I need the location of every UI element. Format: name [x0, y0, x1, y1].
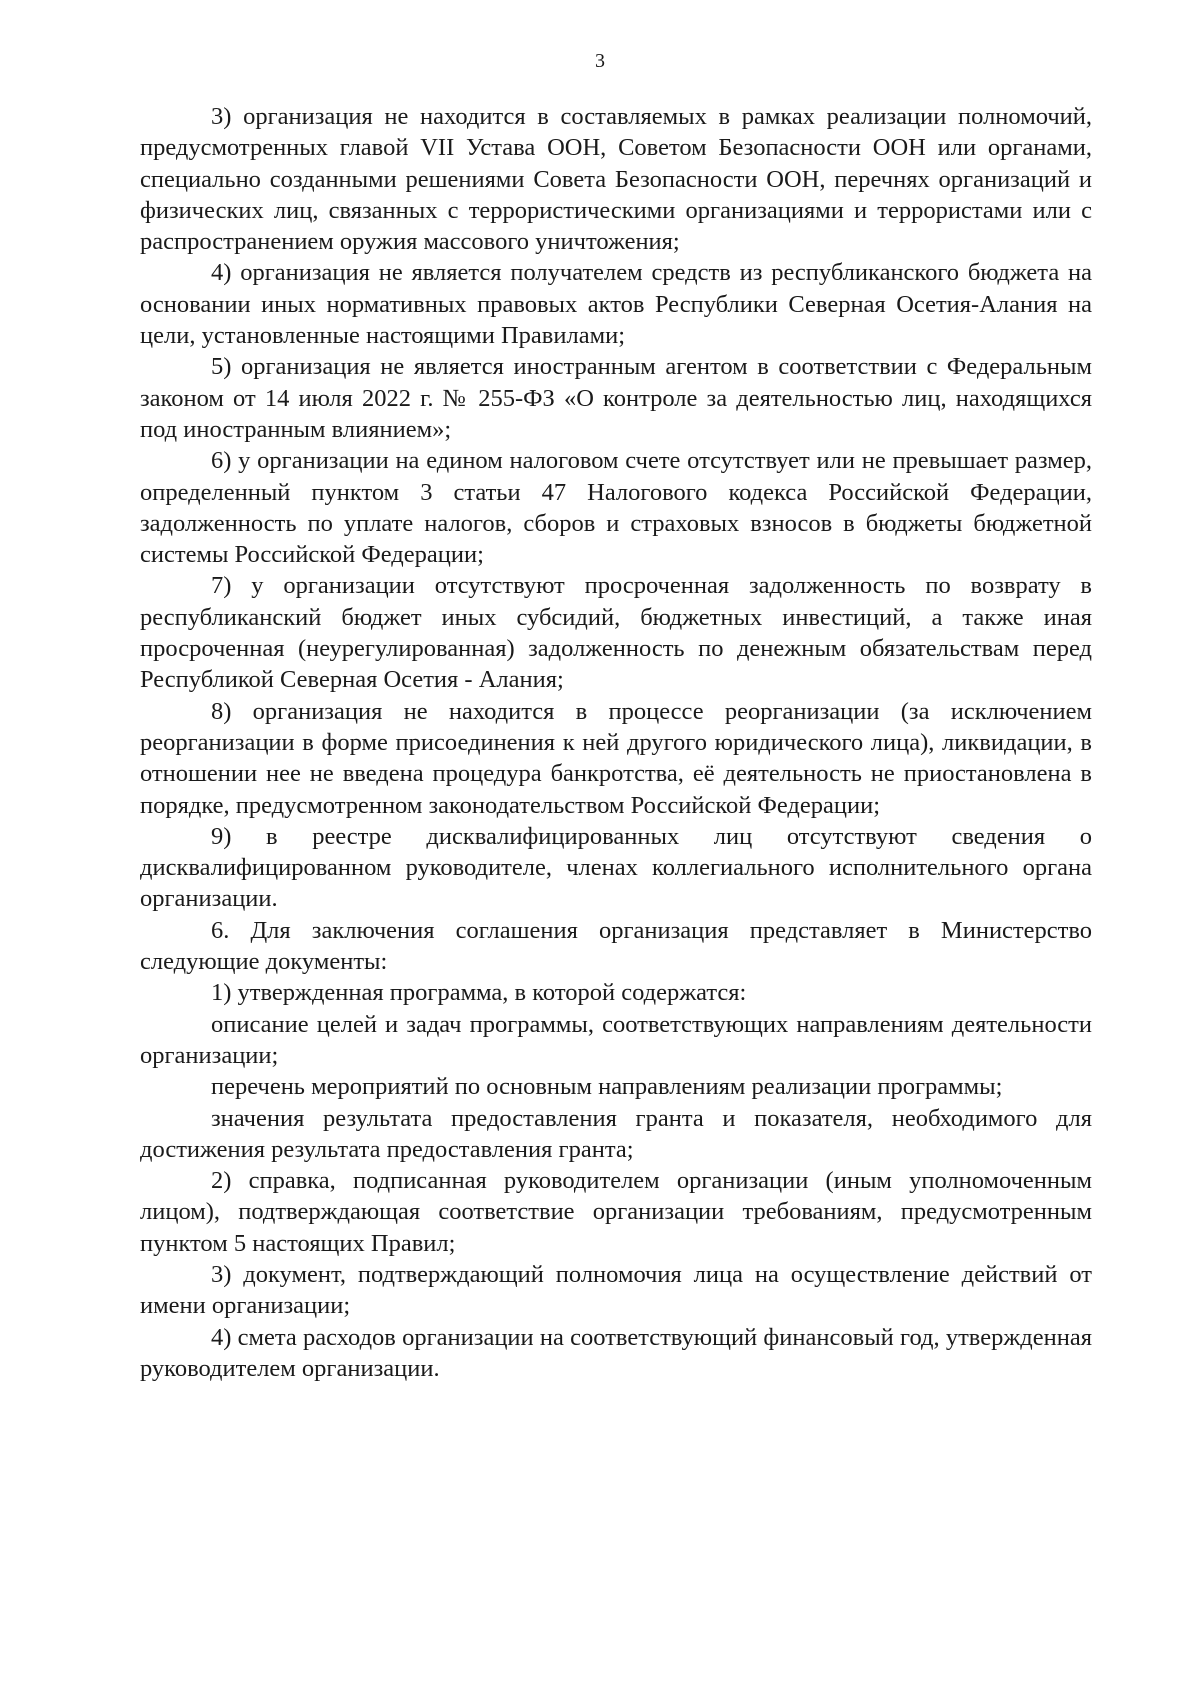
paragraph-section-6: 6. Для заключения соглашения организация представляет в Министерство следующие документы:: [140, 916, 1092, 976]
paragraph-item-4: 4) организация не является получателем средств из республиканского бюджета на основании иных нормативных правовых актов Республики Северная Осетия-Алания на цели, установленные настоящими Правилами;: [140, 259, 1092, 350]
paragraph-item-8: 8) организация не находится в процессе реорганизации (за исключением реорганизации в форме присоединения к ней другого юридического лица), ликвидации, в отношении нее не введена процедура банкротства, её деятельность не приостановлена в порядке, предусмотренном законодательством Российской Федерации;: [140, 697, 1092, 819]
paragraph-item-6: 6) у организации на едином налоговом счете отсутствует или не превышает размер, определенный пунктом 3 статьи 47 Налогового кодекса Российской Федерации, задолженность по уплате налогов, сборов и страховых взносов в бюджеты бюджетной системы Российской Федерации;: [140, 447, 1092, 569]
paragraph-item-7: 7) у организации отсутствуют просроченная задолженность по возврату в республиканский бюджет иных субсидий, бюджетных инвестиций, а также иная просроченная (неурегулированная) задолженность по денежным обязательствам перед Республикой Северная Осетия - Алания;: [140, 572, 1092, 694]
page-number: 3: [595, 50, 605, 72]
paragraph-doc-2: 2) справка, подписанная руководителем организации (иным уполномоченным лицом), подтверждающая соответствие организации требованиям, предусмотренным пунктом 5 настоящих Правил;: [140, 1167, 1092, 1257]
paragraph-doc-1-goals: описание целей и задач программы, соответствующих направлениям деятельности организации;: [140, 1010, 1092, 1069]
document-body: [140, 101, 1092, 1384]
paragraph-item-3: 3) организация не находится в составляемых в рамках реализации полномочий, предусмотренных главой VII Устава ООН, Советом Безопасности ООН или органами, специально созданными решениями Совета Безопасности ООН, перечнях организаций и физических лиц, связанных с террористическими организациями и террористами или с распространением оружия массового уничтожения;: [140, 103, 1092, 256]
paragraph-item-9: 9) в реестре дисквалифицированных лиц отсутствуют сведения о дисквалифицированном руководителе, членах коллегиального исполнительного органа организации.: [140, 822, 1092, 913]
paragraph-doc-1-results: значения результата предоставления гранта и показателя, необходимого для достижения результата предоставления гранта;: [140, 1104, 1092, 1163]
paragraph-item-5: 5) организация не является иностранным агентом в соответствии с Федеральным законом от 14 июля 2022 г. № 255-ФЗ «О контроле за деятельностью лиц, находящихся под иностранным влиянием»;: [140, 353, 1092, 443]
paragraph-doc-1-activities: перечень мероприятий по основным направлениям реализации программы;: [211, 1073, 1003, 1101]
paragraph-doc-1: 1) утвержденная программа, в которой содержатся:: [211, 979, 747, 1007]
paragraph-doc-4: 4) смета расходов организации на соответствующий финансовый год, утвержденная руководителем организации.: [140, 1323, 1092, 1382]
paragraph-doc-3: 3) документ, подтверждающий полномочия лица на осуществление действий от имени организации;: [140, 1260, 1092, 1320]
